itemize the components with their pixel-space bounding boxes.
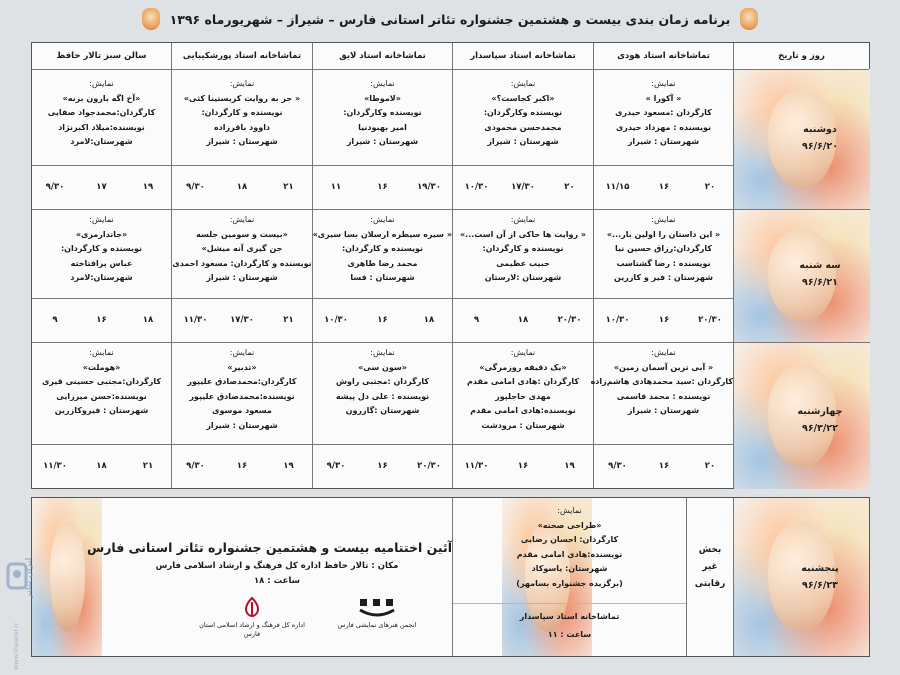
closing-ceremony — [86, 538, 452, 588]
non-competitive-section-label: بخش غیر رقابتی — [694, 545, 726, 589]
showtime: ۱۸ — [517, 315, 529, 325]
watermark-url: www.theater.ir — [12, 622, 20, 670]
showtime: ۱۶ — [377, 461, 388, 471]
showtime: ۲۱ — [142, 461, 154, 471]
time: ساعت : ۱۱ — [547, 630, 592, 639]
association-logo-icon — [357, 596, 397, 618]
showtime: ۱۶ — [658, 315, 670, 325]
show-cell: نمایش: « این داستان را اولین بار...» کارگردان:رزاق حسین نیا نویسنده : رضا گشتاسب شهرستان : فیر و کازرین — [606, 215, 721, 282]
showtime: ۱۶ — [377, 182, 388, 192]
showtime: ۱۶ — [517, 461, 529, 471]
show-cell: نمایش: « جز به روایت کریستینا کثی» نویسنده و کارگردان: داوود باقرزاده شهرستان : شیراز — [183, 79, 301, 146]
show-cell: نمایش: «بیست و سومین جلسه جن گیری آنه میشل» نویسنده و کارگردان: مسعود احمدی شهرستان : شیراز — [172, 215, 312, 282]
weekday: دوشنبه — [803, 124, 837, 135]
showtime: ۹ — [52, 315, 58, 325]
header-venue-laegh: تماشاخانه استاد لایق — [339, 51, 426, 61]
show-cell: نمایش: « آبی ترین آسمان زمین» کارگردان :سید محمدهادی هاشم‌زاده نویسنده : محمد قاسمی شهرستان : شیراز — [590, 348, 733, 415]
decorative-artwork — [32, 498, 102, 656]
show-cell: نمایش: «تدبیر» کارگردان:محمدصادق علیپور نویسنده:محمدصادق علیپور مسعود موسوی شهرستان : شیراز — [187, 348, 297, 430]
showtime: ۲۰ — [704, 461, 716, 471]
show-cell: نمایش: «سون سی» کارگردان :مجتبی راوش نویسنده : علی دل پیشه شهرستان :گازرون — [335, 348, 430, 415]
showtime: ۱۰/۳۰ — [324, 315, 348, 325]
showtime: ۱۱/۳۰ — [183, 315, 208, 325]
showtime: ۱۱/۱۵ — [605, 182, 630, 192]
date: ۹۶/۳/۲۲ — [802, 423, 838, 434]
showtime: ۹/۳۰ — [186, 182, 205, 192]
showtime: ۹/۳۰ — [326, 461, 346, 471]
showtime: ۱۹ — [283, 461, 294, 471]
show-cell: نمایش: «طراحی صحنه» کارگردان: احسان رضایی نویسنده:هادی امامی مقدم شهرستان: یاسوکاد (برگزیده جشنواره بسامهر) — [516, 506, 623, 588]
show-cell: نمایش: « آکورا » کارگردان :مسعود حیدری نویسنده : مهرداد حیدری شهرستان : شیراز — [615, 79, 712, 146]
show-cell: نمایش: « روایت ها حاکی از آن است...» نویسنده و کارگردان: حبیب عظیمی شهرستان :لارستان — [459, 215, 587, 282]
showtime: ۲۰ — [704, 182, 716, 192]
showtime: ۱۰/۳۰ — [605, 315, 630, 325]
showtime: ۱۸ — [423, 315, 435, 325]
day-label-tuesday — [774, 257, 866, 291]
showtime: ۱۶ — [96, 315, 107, 325]
showtime: ۹/۳۰ — [608, 461, 627, 471]
show-cell: نمایش: «لاموطا» نویسنده وکارگردان: امیر بهبودنیا شهرستان : شیراز — [343, 79, 422, 146]
showtime: ۲۰/۳۰ — [417, 461, 441, 471]
showtime: ۹ — [473, 315, 480, 325]
theatre-mask-icon — [142, 8, 160, 30]
showtime: ۹/۳۰ — [45, 182, 65, 192]
show-cell: نمایش: «اکبر کجاست؟» نویسنده وکارگردان: محمدحسن محمودی شهرستان : شیراز — [483, 79, 563, 146]
dramatic-arts-association-logo: انجمن هنرهای نمایشی فارس — [317, 596, 437, 630]
header-venue-hafez-green-hall: سالن سبز تالار حافظ — [56, 51, 147, 61]
showtime: ۱۸ — [96, 461, 107, 471]
closing-title: آئین اختتامیه بیست و هشتمین جشنواره تئاتر استانی فارس — [86, 540, 452, 555]
date: ۹۶/۶/۲۱ — [802, 277, 838, 288]
venue: تماشاخانه استاد سپاسدار — [519, 612, 620, 621]
showtime: ۱۱/۳۰ — [43, 461, 67, 471]
show-cell: نمایش: «هوملت» کارگردان:مجتبی حسینی قیری نویسنده:حسن میرزایی شهرستان : فیروکازرین — [41, 348, 162, 415]
emblem-icon — [241, 596, 263, 618]
show-cell: نمایش: « سیره سیطره ارسلان بسا سیری» نویسنده و کارگردان: محمد رضا طاهری شهرستان : فسا — [312, 215, 452, 282]
thursday-and-closing-panel — [31, 497, 870, 657]
watermark-brand: ایران تئاتر — [24, 557, 33, 598]
showtime: ۱۱/۳۰ — [464, 461, 489, 471]
showtime: ۱۷/۳۰ — [230, 315, 254, 325]
date: ۹۶/۶/۲۳ — [802, 580, 838, 591]
showtime: ۱۹ — [564, 461, 575, 471]
showtime: ۱۹/۳۰ — [417, 182, 441, 192]
schedule-table — [31, 42, 870, 489]
showtime: ۲۱ — [283, 315, 294, 325]
date: ۹۶/۶/۲۰ — [802, 141, 838, 152]
header-day-date: روز و تاریخ — [778, 51, 825, 61]
showtime: ۱۹ — [142, 182, 154, 192]
site-watermark — [2, 557, 33, 675]
show-cell: نمایش: «جاندارمری» نویسنده و کارگردان: عباس پرافتاخته شهرستان:لامرد — [60, 215, 143, 282]
showtime: ۱۶ — [658, 182, 670, 192]
showtime: ۲۰/۳۰ — [557, 315, 582, 325]
showtime: ۱۰/۳۰ — [464, 182, 489, 192]
header-venue-sepasdar: تماشاخانه استاد سپاسدار — [470, 51, 576, 61]
showtime: ۱۷ — [96, 182, 107, 192]
show-cell: نمایش: «آخ اگه بارون بزنه» کارگردان:محمدجواد صفایی نویسنده:میلاد اکبرنژاد شهرستان:لامرد — [47, 79, 156, 146]
thursday-venue-time — [453, 608, 686, 644]
theatre-mask-icon — [740, 8, 758, 30]
day-label-monday — [774, 121, 866, 155]
header-venue-pourshakibaei: تماشاخانه استاد پورشکیبایی — [182, 51, 302, 61]
showtime: ۹/۳۰ — [186, 461, 205, 471]
showtime: ۱۸ — [236, 182, 248, 192]
showtime: ۲۱ — [283, 182, 294, 192]
header-venue-hodi: تماشاخانه استاد هودی — [617, 51, 710, 61]
showtime: ۱۶ — [377, 315, 388, 325]
page-title: برنامه زمان بندی بیست و هشتمین جشنواره تئاتر استانی فارس – شیراز – شهریورماه ۱۳۹۶ — [169, 11, 731, 27]
page-header — [0, 6, 900, 32]
showtime: ۱۷/۳۰ — [511, 182, 535, 192]
showtime: ۱۶ — [236, 461, 248, 471]
showtime: ۱۸ — [142, 315, 154, 325]
show-cell: نمایش: «یک دقیقه روزمرگی» کارگردان :هادی امامی مقدم مهدی حاجلپور نویسنده:هادی امامی مقدم شهرستان : مرودشت — [466, 348, 580, 430]
weekday: پنجشنبه — [801, 563, 839, 574]
weekday: سه شنبه — [799, 260, 841, 271]
weekday: چهارشنبه — [797, 406, 843, 417]
showtime: ۲۰ — [564, 182, 575, 192]
showtime: ۱۱ — [330, 182, 342, 192]
day-label-thursday — [774, 560, 866, 594]
showtime: ۲۰/۳۰ — [698, 315, 722, 325]
day-label-wednesday — [774, 403, 866, 437]
ershad-logo: اداره کل فرهنگ و ارشاد اسلامی استان فارس — [192, 596, 312, 639]
closing-venue: مکان : تالار حافظ اداره کل فرهنگ و ارشاد اسلامی فارس — [155, 561, 399, 571]
showtime: ۱۶ — [658, 461, 670, 471]
closing-time: ساعت : ۱۸ — [253, 576, 301, 586]
